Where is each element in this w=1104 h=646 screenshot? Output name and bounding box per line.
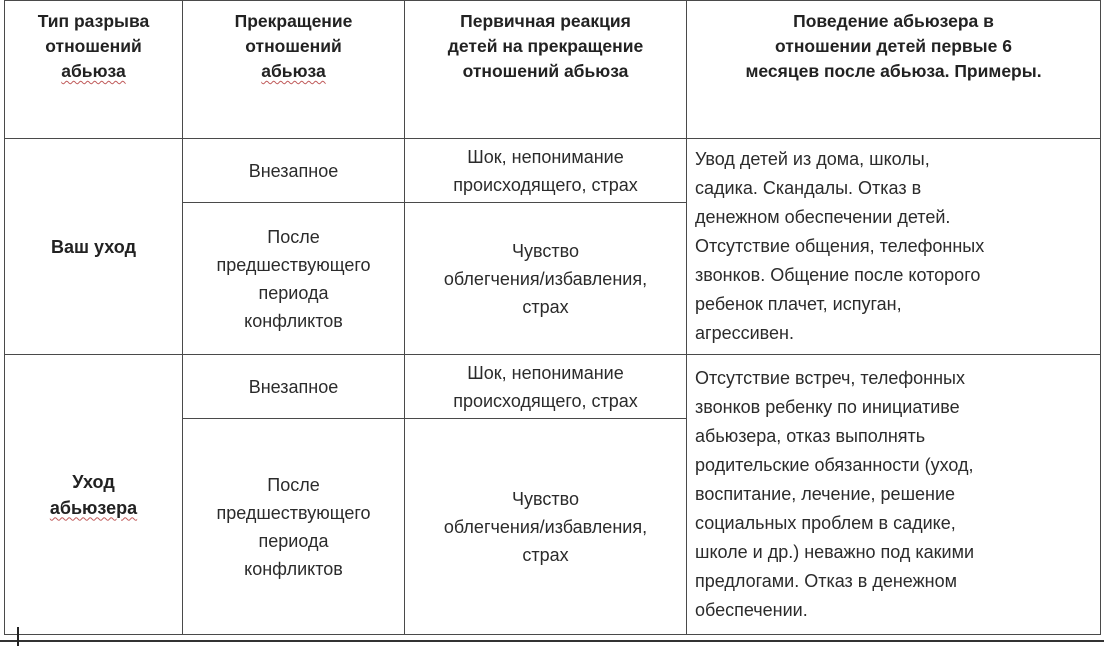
reaction-line: Чувство [512, 488, 579, 509]
termination-cell [183, 419, 405, 635]
behavior-line: абьюзера, отказ выполнять [695, 426, 926, 446]
termination-line: После [267, 474, 320, 495]
header-behavior-line: Поведение абьюзера в [793, 11, 994, 31]
abuse-breakup-table [4, 0, 1101, 635]
termination-cell [183, 203, 405, 355]
termination-line: Внезапное [248, 160, 339, 181]
reaction-line: происходящего, страх [453, 174, 638, 195]
header-termination-line: абьюза [261, 61, 326, 81]
reaction-line: страх [522, 544, 569, 565]
reaction-line: страх [522, 296, 569, 317]
header-reaction [405, 1, 687, 139]
behavior-line: предлогами. Отказ в денежном [695, 571, 957, 591]
header-reaction-line: детей на прекращение [447, 36, 644, 56]
header-row [5, 1, 1101, 139]
type-cell [5, 355, 183, 635]
behavior-line: воспитание, лечение, решение [695, 484, 956, 504]
reaction-cell [405, 139, 687, 203]
reaction-cell [405, 419, 687, 635]
termination-line: После [267, 226, 320, 247]
behavior-line: садика. Скандалы. Отказ в [695, 178, 922, 198]
reaction-line: Шок, непонимание [467, 146, 624, 167]
text-cursor [17, 627, 19, 646]
type-label: Ваш уход [51, 236, 136, 257]
header-termination-line: отношений [245, 36, 342, 56]
header-reaction-line: Первичная реакция [460, 11, 631, 31]
reaction-cell [405, 203, 687, 355]
reaction-line: Шок, непонимание [467, 362, 624, 383]
termination-line: предшествующего [216, 254, 371, 275]
behavior-line: ребенок плачет, испуган, [695, 294, 902, 314]
behavior-cell [687, 139, 1101, 355]
type-label: абьюзера [49, 497, 138, 518]
header-type-line: отношений [45, 36, 142, 56]
termination-cell [183, 139, 405, 203]
termination-line: периода [258, 530, 329, 551]
table-row [5, 355, 1101, 419]
reaction-line: Чувство [512, 240, 579, 261]
header-termination-line: Прекращение [234, 11, 353, 31]
reaction-line: облегчения/избавления, [443, 268, 648, 289]
behavior-line: Отсутствие встреч, телефонных [695, 368, 965, 388]
header-behavior-line: месяцев после абьюза. Примеры. [745, 61, 1042, 81]
behavior-line: Увод детей из дома, школы, [695, 149, 930, 169]
behavior-cell [687, 355, 1101, 635]
page-bottom-border [0, 640, 1104, 642]
behavior-line: родительские обязанности (уход, [695, 455, 974, 475]
behavior-line: агрессивен. [695, 323, 794, 343]
termination-line: периода [258, 282, 329, 303]
termination-line: Внезапное [248, 376, 339, 397]
behavior-line: школе и др.) неважно под какими [695, 542, 975, 562]
header-behavior [687, 1, 1101, 139]
behavior-line: звонков. Общение после которого [695, 265, 981, 285]
behavior-line: денежном обеспечении детей. [695, 207, 951, 227]
termination-line: конфликтов [244, 310, 343, 331]
table-row [5, 139, 1101, 203]
reaction-line: облегчения/избавления, [443, 516, 648, 537]
header-type-line: Тип разрыва [37, 11, 150, 31]
behavior-line: звонков ребенку по инициативе [695, 397, 960, 417]
behavior-line: социальных проблем в садике, [695, 513, 956, 533]
termination-line: конфликтов [244, 558, 343, 579]
reaction-line: происходящего, страх [453, 390, 638, 411]
type-cell [5, 139, 183, 355]
header-type [5, 1, 183, 139]
termination-cell [183, 355, 405, 419]
header-type-line: абьюза [61, 61, 126, 81]
header-reaction-line: отношений абьюза [462, 61, 629, 81]
header-termination [183, 1, 405, 139]
behavior-line: обеспечении. [695, 600, 808, 620]
header-behavior-line: отношении детей первые 6 [775, 36, 1012, 56]
reaction-cell [405, 355, 687, 419]
type-label: Уход [72, 471, 115, 492]
behavior-line: Отсутствие общения, телефонных [695, 236, 985, 256]
termination-line: предшествующего [216, 502, 371, 523]
